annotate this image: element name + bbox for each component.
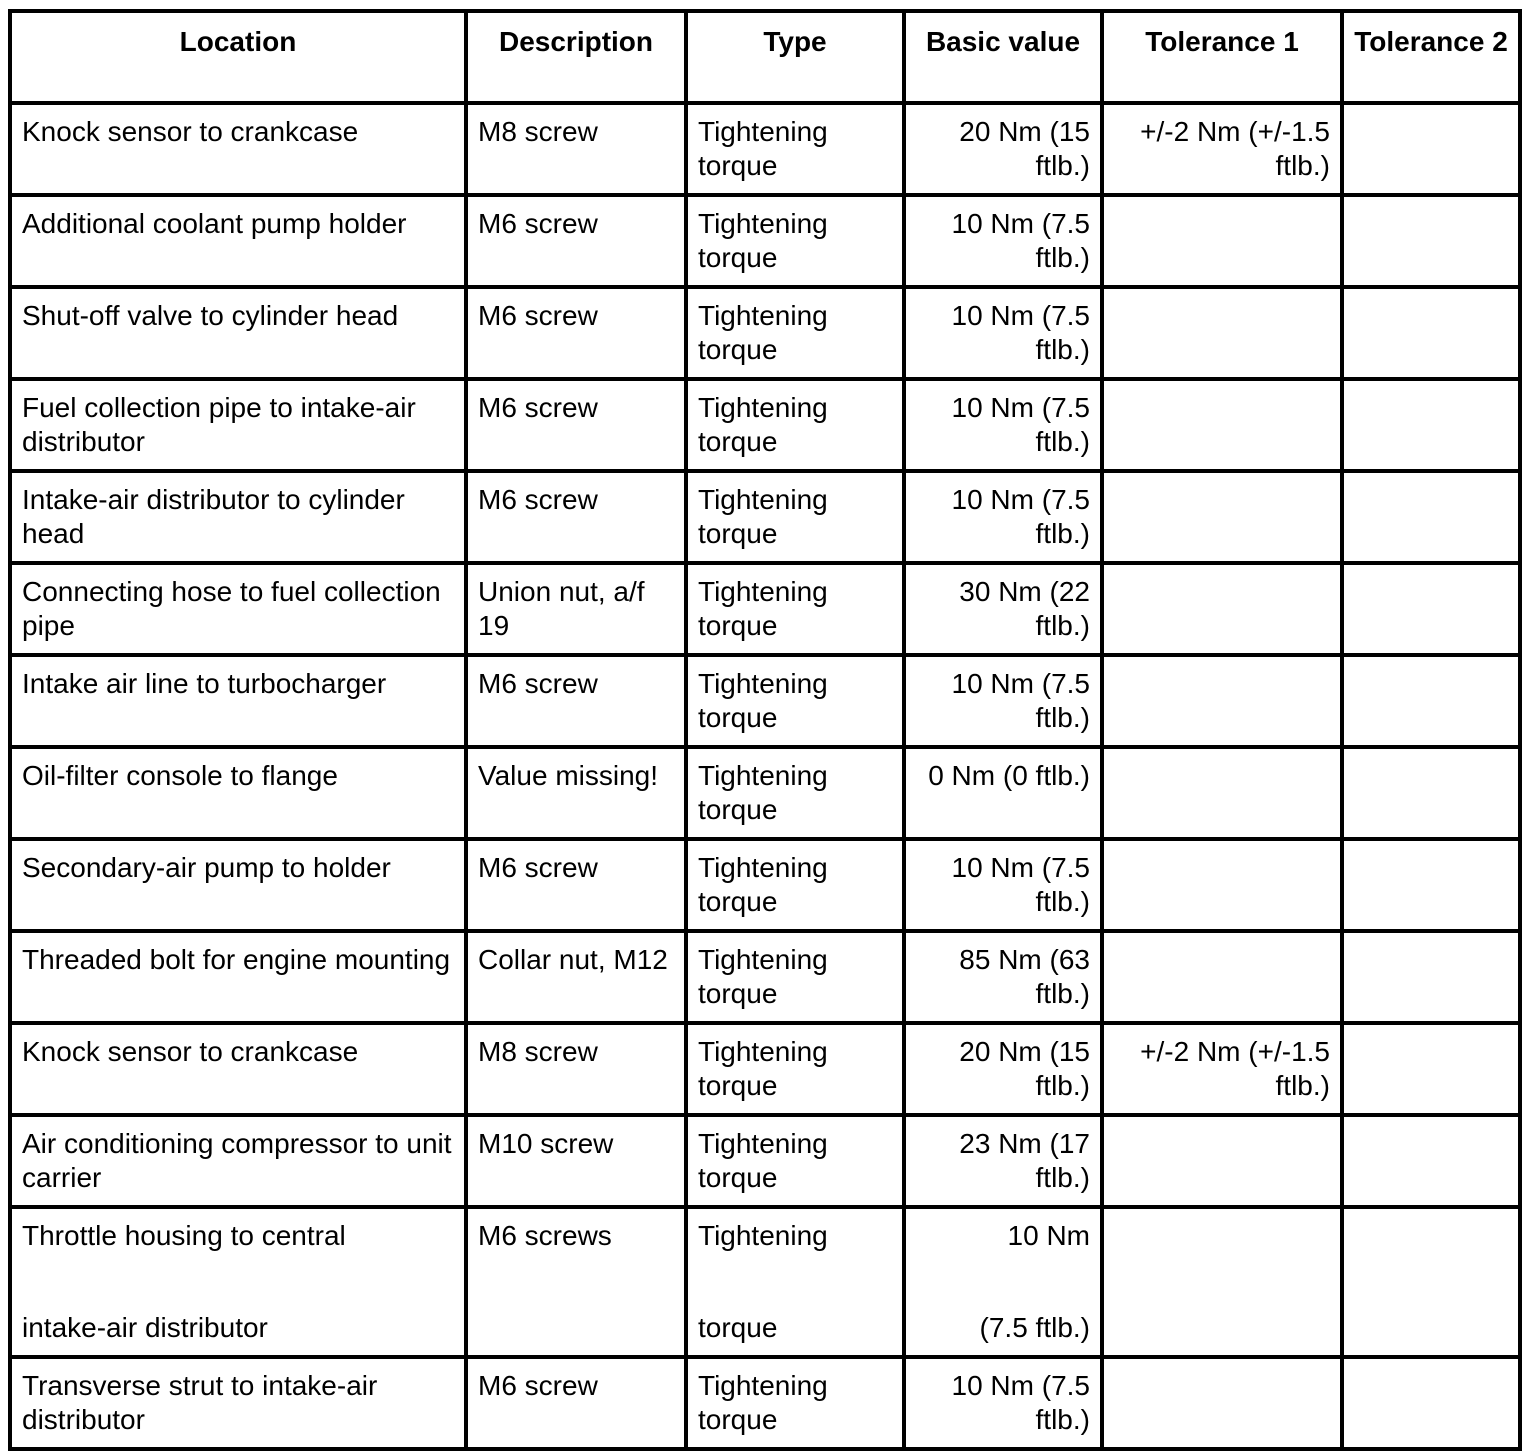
cell-location: Intake-air distributor to cylinder head [10, 471, 466, 563]
table-row [10, 287, 1520, 379]
cell-tolerance-2 [1342, 379, 1520, 471]
header-description: Description [466, 11, 686, 103]
cell-type-top: Tightening [698, 1220, 828, 1251]
table-row [10, 1357, 1520, 1449]
cell-tolerance-2 [1342, 1207, 1520, 1357]
cell-tolerance-2 [1342, 655, 1520, 747]
cell-tolerance-1 [1102, 839, 1342, 931]
cell-type: Tightening torque [686, 379, 904, 471]
cell-tolerance-2 [1342, 103, 1520, 195]
cell-location: Fuel collection pipe to intake-air distributor [10, 379, 466, 471]
table-row [10, 1115, 1520, 1207]
cell-location: Secondary-air pump to holder [10, 839, 466, 931]
cell-description: M6 screw [466, 839, 686, 931]
cell-basic-value-top: 10 Nm [1007, 1220, 1090, 1251]
cell-basic-value: 20 Nm (15 ftlb.) [904, 103, 1102, 195]
header-location: Location [10, 11, 466, 103]
cell-description: M6 screw [466, 471, 686, 563]
cell-location: Knock sensor to crankcase [10, 103, 466, 195]
cell-tolerance-1 [1102, 747, 1342, 839]
cell-type-bottom: torque [698, 1312, 778, 1343]
cell-tolerance-1 [1102, 471, 1342, 563]
table-row [10, 563, 1520, 655]
header-type: Type [686, 11, 904, 103]
cell-description: M8 screw [466, 1023, 686, 1115]
cell-location: Intake air line to turbocharger [10, 655, 466, 747]
cell-tolerance-2 [1342, 471, 1520, 563]
cell-basic-value: 20 Nm (15 ftlb.) [904, 1023, 1102, 1115]
cell-tolerance-1 [1102, 931, 1342, 1023]
cell-location: Oil-filter console to flange [10, 747, 466, 839]
header-basic-value: Basic value [904, 11, 1102, 103]
cell-basic-value: 10 Nm (7.5 ftlb.) [904, 195, 1102, 287]
cell-tolerance-1 [1102, 379, 1342, 471]
cell-description: M6 screw [466, 379, 686, 471]
cell-location-top: Throttle housing to central [22, 1220, 346, 1251]
cell-description: Collar nut, M12 [466, 931, 686, 1023]
cell-location: Threaded bolt for engine mounting [10, 931, 466, 1023]
cell-type: Tightening torque [686, 563, 904, 655]
cell-basic-value: 85 Nm (63 ftlb.) [904, 931, 1102, 1023]
cell-type: Tightening torque [686, 1023, 904, 1115]
cell-description: M6 screw [466, 1357, 686, 1449]
cell-basic-value: 0 Nm (0 ftlb.) [904, 747, 1102, 839]
cell-tolerance-2 [1342, 1023, 1520, 1115]
cell-description: M8 screw [466, 103, 686, 195]
cell-type: Tightening torque [686, 655, 904, 747]
cell-tolerance-1 [1102, 1357, 1342, 1449]
cell-location: Shut-off valve to cylinder head [10, 287, 466, 379]
cell-tolerance-1 [1102, 1207, 1342, 1357]
cell-tolerance-2 [1342, 839, 1520, 931]
cell-description: M10 screw [466, 1115, 686, 1207]
cell-basic-value: 10 Nm (7.5 ftlb.) [904, 839, 1102, 931]
cell-location: Additional coolant pump holder [10, 195, 466, 287]
cell-tolerance-2 [1342, 1357, 1520, 1449]
cell-tolerance-2 [1342, 563, 1520, 655]
cell-location: Connecting hose to fuel collection pipe [10, 563, 466, 655]
torque-table [8, 9, 1522, 1451]
cell-location: Air conditioning compressor to unit carrier [10, 1115, 466, 1207]
table-row [10, 195, 1520, 287]
cell-location: Transverse strut to intake-air distributor [10, 1357, 466, 1449]
table-row [10, 839, 1520, 931]
cell-type: Tightening torque [686, 471, 904, 563]
cell-tolerance-1: +/-2 Nm (+/-1.5 ftlb.) [1102, 1023, 1342, 1115]
cell-description: M6 screw [466, 655, 686, 747]
cell-type: Tightening torque [686, 839, 904, 931]
table-row [10, 931, 1520, 1023]
cell-type [686, 1207, 904, 1357]
cell-type: Tightening torque [686, 287, 904, 379]
cell-tolerance-1 [1102, 195, 1342, 287]
cell-tolerance-1 [1102, 1115, 1342, 1207]
cell-description: M6 screw [466, 195, 686, 287]
cell-description: Union nut, a/f 19 [466, 563, 686, 655]
cell-basic-value: 10 Nm (7.5 ftlb.) [904, 287, 1102, 379]
cell-tolerance-1: +/-2 Nm (+/-1.5 ftlb.) [1102, 103, 1342, 195]
cell-location [10, 1207, 466, 1357]
cell-tolerance-1 [1102, 563, 1342, 655]
cell-type: Tightening torque [686, 1115, 904, 1207]
table-row [10, 103, 1520, 195]
cell-basic-value: 10 Nm (7.5 ftlb.) [904, 471, 1102, 563]
cell-basic-value: 23 Nm (17 ftlb.) [904, 1115, 1102, 1207]
header-tolerance-1: Tolerance 1 [1102, 11, 1342, 103]
cell-type: Tightening torque [686, 103, 904, 195]
cell-basic-value: 10 Nm (7.5 ftlb.) [904, 1357, 1102, 1449]
cell-location: Knock sensor to crankcase [10, 1023, 466, 1115]
cell-basic-value: 10 Nm (7.5 ftlb.) [904, 379, 1102, 471]
header-row [10, 11, 1520, 103]
cell-basic-value: 30 Nm (22 ftlb.) [904, 563, 1102, 655]
cell-tolerance-2 [1342, 195, 1520, 287]
cell-tolerance-2 [1342, 1115, 1520, 1207]
cell-basic-value-bottom: (7.5 ftlb.) [979, 1312, 1090, 1343]
cell-type: Tightening torque [686, 195, 904, 287]
cell-description: M6 screw [466, 287, 686, 379]
cell-tolerance-2 [1342, 747, 1520, 839]
cell-type: Tightening torque [686, 1357, 904, 1449]
cell-location-bottom: intake-air distributor [22, 1312, 268, 1343]
cell-basic-value: 10 Nm (7.5 ftlb.) [904, 655, 1102, 747]
cell-description: M6 screws [466, 1207, 686, 1357]
cell-tolerance-1 [1102, 287, 1342, 379]
table-row [10, 655, 1520, 747]
cell-tolerance-1 [1102, 655, 1342, 747]
table-row [10, 1023, 1520, 1115]
table-row [10, 747, 1520, 839]
table-row-split [10, 1207, 1520, 1357]
cell-basic-value [904, 1207, 1102, 1357]
cell-tolerance-2 [1342, 931, 1520, 1023]
cell-type: Tightening torque [686, 747, 904, 839]
cell-tolerance-2 [1342, 287, 1520, 379]
table-row [10, 471, 1520, 563]
cell-type: Tightening torque [686, 931, 904, 1023]
cell-description: Value missing! [466, 747, 686, 839]
header-tolerance-2: Tolerance 2 [1342, 11, 1520, 103]
table-row [10, 379, 1520, 471]
